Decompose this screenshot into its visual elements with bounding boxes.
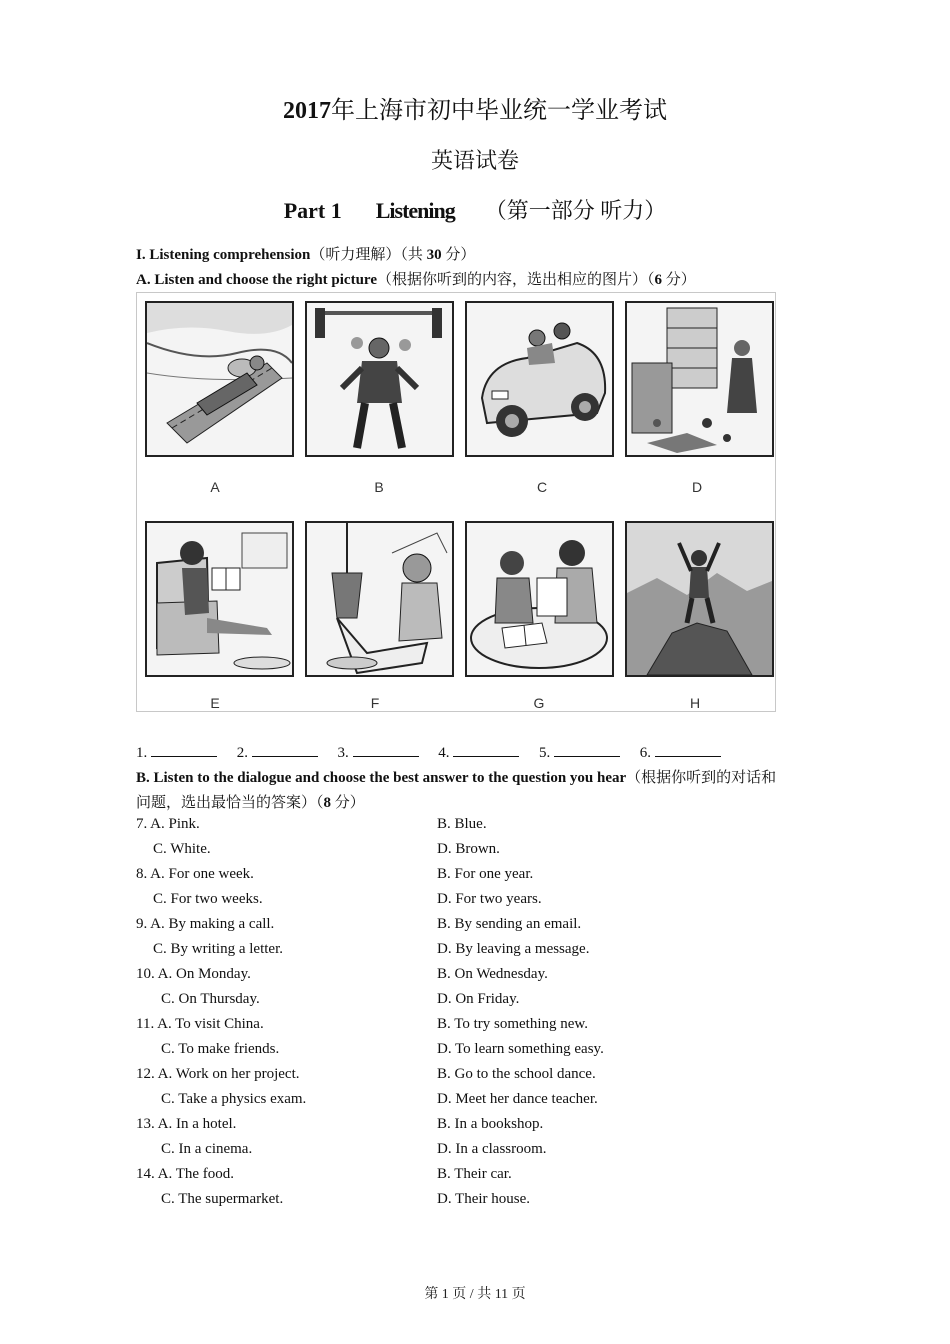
part-name-cn: （第一部分 听力） xyxy=(484,198,667,223)
question-10-option-b[interactable]: B. On Wednesday. xyxy=(437,966,548,982)
question-10-option-c[interactable]: C. On Thursday. xyxy=(161,991,260,1007)
blank-line[interactable] xyxy=(353,742,419,757)
question-9-option-d[interactable]: D. By leaving a message. xyxy=(437,941,590,957)
section-b-heading xyxy=(136,766,776,787)
question-13-option-b[interactable]: B. In a bookshop. xyxy=(437,1116,544,1132)
section-b-points: 8 xyxy=(323,795,332,811)
blank-number: 2. xyxy=(236,745,248,761)
answer-blank[interactable] xyxy=(640,742,721,762)
exam-title-year: 2017 xyxy=(283,98,331,124)
section-a-heading-cn: （根据你听到的内容，选出相应的图片）（ xyxy=(376,272,655,288)
exam-title-text: 年上海市初中毕业统一学业考试 xyxy=(331,98,667,124)
question-10-option-a[interactable]: 10. A. On Monday. xyxy=(136,966,251,982)
section-a-points: 6 xyxy=(654,272,662,288)
question-8-option-c[interactable]: C. For two weeks. xyxy=(153,891,263,907)
picture-label-f: F xyxy=(370,695,380,711)
question-7-option-a[interactable]: 7. A. Pink. xyxy=(136,816,200,832)
blank-line[interactable] xyxy=(252,742,318,757)
section-1-heading-en: I. Listening comprehension xyxy=(136,247,311,263)
blank-number: 5. xyxy=(539,745,551,761)
question-7-option-b[interactable]: B. Blue. xyxy=(437,816,487,832)
section-b-heading-cn-2: 问题，选出最恰当的答案）（ xyxy=(136,795,324,811)
section-a-heading xyxy=(136,268,696,289)
question-14-option-d[interactable]: D. Their house. xyxy=(437,1191,531,1207)
picture-label-e: E xyxy=(210,695,220,711)
picture-h-mountain-top xyxy=(625,521,774,677)
picture-label-c: C xyxy=(536,479,548,495)
picture-label-g: G xyxy=(533,695,545,711)
answer-blank[interactable] xyxy=(539,742,620,762)
blank-line[interactable] xyxy=(655,742,721,757)
answer-blank[interactable] xyxy=(136,742,217,762)
question-8-option-d[interactable]: D. For two years. xyxy=(437,891,542,907)
section-1-heading xyxy=(136,243,475,264)
section-b-heading-en: B. Listen to the dialogue and choose the best answer to the question you hear xyxy=(136,770,627,786)
question-11-option-d[interactable]: D. To learn something easy. xyxy=(437,1041,604,1057)
answer-blanks-row xyxy=(136,742,737,762)
section-b-heading-cn: （根据你听到的对话和 xyxy=(626,770,777,786)
blank-number: 6. xyxy=(639,745,651,761)
question-13-option-a[interactable]: 13. A. In a hotel. xyxy=(136,1116,237,1132)
blank-number: 4. xyxy=(438,745,450,761)
picture-b-running-race xyxy=(305,301,454,457)
question-11-option-b[interactable]: B. To try something new. xyxy=(437,1016,589,1032)
section-1-points: 30 xyxy=(426,247,442,263)
exam-subtitle: 英语试卷 xyxy=(430,148,519,173)
answer-blank[interactable] xyxy=(237,742,318,762)
picture-e-reading-armchair xyxy=(145,521,294,677)
question-12-option-c[interactable]: C. Take a physics exam. xyxy=(161,1091,307,1107)
question-11-option-a[interactable]: 11. A. To visit China. xyxy=(136,1016,264,1032)
section-1-heading-cn-end: 分） xyxy=(441,247,476,263)
blank-line[interactable] xyxy=(453,742,519,757)
picture-grid xyxy=(136,292,776,712)
exam-title xyxy=(0,90,950,125)
question-8-option-b[interactable]: B. For one year. xyxy=(437,866,534,882)
part-name: Listening xyxy=(375,198,455,223)
question-13-option-c[interactable]: C. In a cinema. xyxy=(161,1141,253,1157)
picture-label-b: B xyxy=(374,479,384,495)
section-a-heading-cn-end: 分） xyxy=(662,272,696,288)
question-12-option-a[interactable]: 12. A. Work on her project. xyxy=(136,1066,300,1082)
section-a-heading-en: A. Listen and choose the right picture xyxy=(136,272,377,288)
question-12-option-d[interactable]: D. Meet her dance teacher. xyxy=(437,1091,598,1107)
section-1-heading-cn: （听力理解）（共 xyxy=(310,247,427,263)
picture-label-d: D xyxy=(691,479,703,495)
question-9-option-a[interactable]: 9. A. By making a call. xyxy=(136,916,275,932)
question-14-option-a[interactable]: 14. A. The food. xyxy=(136,1166,235,1182)
question-8-option-a[interactable]: 8. A. For one week. xyxy=(136,866,254,882)
answer-blank[interactable] xyxy=(438,742,519,762)
picture-label-h: H xyxy=(689,695,701,711)
picture-g-homework-at-table xyxy=(465,521,614,677)
question-9-option-b[interactable]: B. By sending an email. xyxy=(437,916,582,932)
blank-number: 1. xyxy=(136,745,148,761)
part-label: Part 1 xyxy=(283,198,342,223)
section-b-heading-line2 xyxy=(136,791,365,812)
picture-c-convertible-car xyxy=(465,301,614,457)
picture-d-messy-room xyxy=(625,301,774,457)
blank-number: 3. xyxy=(337,745,349,761)
page-footer: 第 1 页 / 共 11 页 xyxy=(424,1287,526,1302)
question-12-option-b[interactable]: B. Go to the school dance. xyxy=(437,1066,596,1082)
answer-blank[interactable] xyxy=(338,742,419,762)
question-9-option-c[interactable]: C. By writing a letter. xyxy=(153,941,283,957)
blank-line[interactable] xyxy=(151,742,217,757)
question-7-option-d[interactable]: D. Brown. xyxy=(437,841,500,857)
question-13-option-d[interactable]: D. In a classroom. xyxy=(437,1141,547,1157)
section-b-heading-cn-end: 分） xyxy=(331,795,365,811)
blank-line[interactable] xyxy=(554,742,620,757)
picture-f-hospital-leg-cast xyxy=(305,521,454,677)
question-14-option-c[interactable]: C. The supermarket. xyxy=(161,1191,284,1207)
question-10-option-d[interactable]: D. On Friday. xyxy=(437,991,520,1007)
picture-label-a: A xyxy=(210,479,220,495)
question-14-option-b[interactable]: B. Their car. xyxy=(437,1166,512,1182)
picture-a-beach-sunbathing xyxy=(145,301,294,457)
question-7-option-c[interactable]: C. White. xyxy=(153,841,211,857)
question-11-option-c[interactable]: C. To make friends. xyxy=(161,1041,280,1057)
part-heading xyxy=(0,194,950,225)
